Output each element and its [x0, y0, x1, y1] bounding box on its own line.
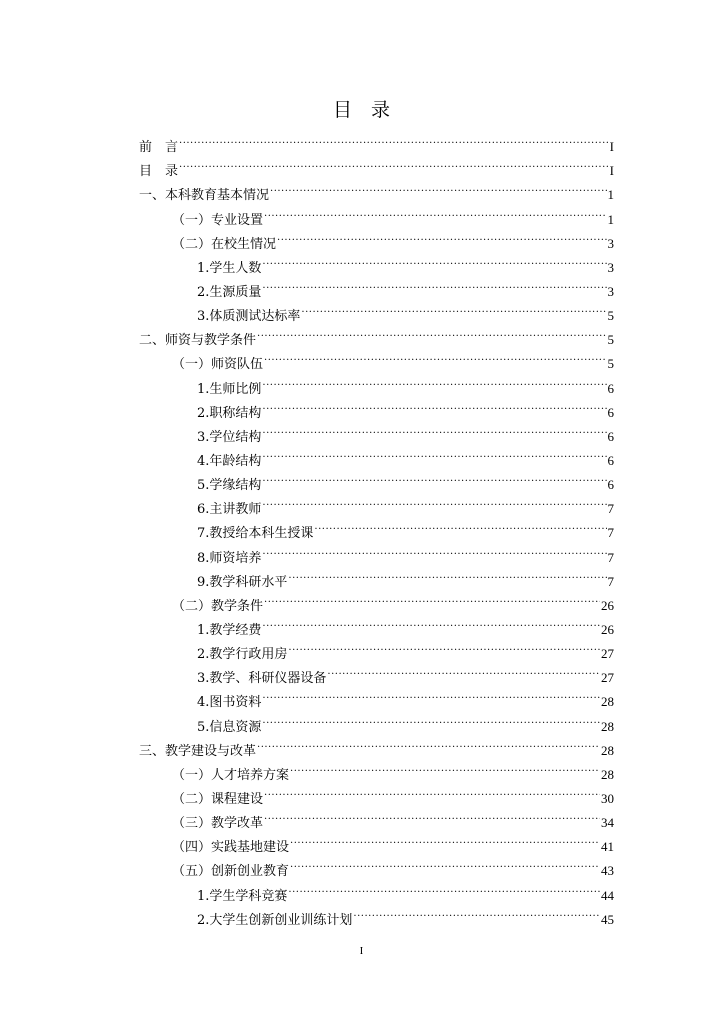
toc-entry-label: （一）专业设置	[172, 212, 264, 228]
toc-entry[interactable]	[139, 151, 614, 180]
toc-dot-leader	[288, 634, 600, 658]
toc-entry-page-number: 7	[607, 573, 614, 589]
toc-dot-leader	[290, 851, 600, 875]
page-title: 目 录	[332, 99, 390, 121]
toc-entry-label: 1.学生学科竞赛	[197, 888, 288, 904]
toc-entry-label: 1.教学经费	[197, 622, 262, 638]
toc-entry-label: 1.生师比例	[197, 381, 262, 397]
toc-entry-page-number: 7	[607, 549, 614, 565]
toc-entry-page-number: 44	[601, 887, 614, 903]
toc-entry-label: 二、师资与教学条件	[139, 333, 257, 349]
toc-dot-leader	[290, 827, 600, 851]
toc-dot-leader	[257, 320, 606, 344]
toc-dot-leader	[262, 682, 600, 706]
toc-entry-page-number: I	[609, 139, 614, 155]
toc-dot-leader	[277, 224, 606, 248]
toc-entry-label: （二）课程建设	[172, 791, 264, 807]
table-of-contents	[139, 127, 614, 928]
toc-entry-label: 5.信息资源	[197, 719, 262, 735]
toc-dot-leader	[262, 610, 600, 634]
toc-entry-page-number: 7	[607, 525, 614, 541]
toc-entry-label: 5.学缘结构	[197, 478, 262, 494]
toc-entry-page-number: 28	[601, 694, 614, 710]
toc-dot-leader	[290, 755, 600, 779]
toc-dot-leader	[262, 248, 606, 272]
toc-entry-label: 前 言	[139, 140, 179, 156]
toc-entry-page-number: 1	[607, 187, 614, 203]
toc-entry-page-number: 6	[607, 404, 614, 420]
toc-dot-leader	[262, 368, 606, 392]
toc-dot-leader	[264, 199, 606, 223]
toc-dot-leader	[264, 803, 600, 827]
toc-dot-leader	[301, 296, 606, 320]
page-number: I	[359, 945, 364, 957]
toc-entry-label: 6.主讲教师	[197, 502, 262, 518]
toc-entry-label: 7.教授给本科生授课	[197, 526, 314, 542]
toc-entry-page-number: 6	[607, 380, 614, 396]
toc-entry[interactable]	[139, 175, 614, 204]
toc-entry-page-number: 28	[601, 742, 614, 758]
toc-entry-label: 3.教学、科研仪器设备	[197, 671, 327, 687]
toc-entry-page-number: 28	[601, 718, 614, 734]
toc-entry-label: 3.体质测试达标率	[197, 309, 301, 325]
toc-entry-label: 2.教学行政用房	[197, 647, 288, 663]
toc-dot-leader	[257, 731, 600, 755]
toc-entry[interactable]	[139, 127, 614, 156]
toc-entry-page-number: 26	[601, 621, 614, 637]
toc-entry-page-number: 7	[607, 501, 614, 517]
toc-entry-label: 3.学位结构	[197, 429, 262, 445]
toc-entry-page-number: 5	[607, 308, 614, 324]
toc-entry-label: 2.职称结构	[197, 405, 262, 421]
toc-entry-page-number: 45	[601, 911, 614, 927]
toc-dot-leader	[262, 441, 606, 465]
toc-dot-leader	[262, 393, 606, 417]
toc-dot-leader	[264, 344, 606, 368]
toc-dot-leader	[262, 706, 600, 730]
toc-entry-page-number: 3	[607, 283, 614, 299]
toc-entry-label: 4.年龄结构	[197, 453, 262, 469]
toc-entry-label: 2.大学生创新创业训练计划	[197, 912, 353, 928]
toc-entry-page-number: 34	[601, 815, 614, 831]
toc-entry-label: 2.生源质量	[197, 284, 262, 300]
toc-dot-leader	[262, 272, 606, 296]
toc-entry-page-number: 6	[607, 477, 614, 493]
toc-entry-label: （一）人才培养方案	[172, 767, 290, 783]
toc-dot-leader	[264, 586, 600, 610]
toc-dot-leader	[262, 465, 606, 489]
toc-entry-label: （四）实践基地建设	[172, 840, 290, 856]
toc-entry-label: （二）在校生情况	[172, 236, 277, 252]
toc-dot-leader	[179, 151, 609, 175]
toc-entry-label: （三）教学改革	[172, 816, 264, 832]
toc-dot-leader	[179, 127, 609, 151]
toc-dot-leader	[327, 658, 600, 682]
toc-entry-label: 1.学生人数	[197, 260, 262, 276]
toc-dot-leader	[314, 513, 606, 537]
toc-entry-label: 8.师资培养	[197, 550, 262, 566]
toc-dot-leader	[262, 537, 606, 561]
toc-entry-label: 目 录	[139, 164, 179, 180]
toc-entry-page-number: 43	[601, 863, 614, 879]
toc-dot-leader	[270, 175, 606, 199]
toc-entry-label: 9.教学科研水平	[197, 574, 288, 590]
toc-entry-page-number: 28	[601, 766, 614, 782]
toc-dot-leader	[262, 417, 606, 441]
toc-dot-leader	[353, 900, 600, 924]
toc-entry-page-number: 6	[607, 452, 614, 468]
toc-entry-page-number: 5	[607, 332, 614, 348]
toc-entry-page-number: 27	[601, 646, 614, 662]
toc-entry-page-number: 6	[607, 428, 614, 444]
toc-entry-label: （二）教学条件	[172, 598, 264, 614]
toc-entry-page-number: 27	[601, 670, 614, 686]
toc-dot-leader	[264, 779, 600, 803]
toc-dot-leader	[288, 875, 600, 899]
toc-dot-leader	[288, 562, 606, 586]
toc-entry-label: 三、教学建设与改革	[139, 743, 257, 759]
toc-entry-label: （一）师资队伍	[172, 357, 264, 373]
toc-dot-leader	[262, 489, 606, 513]
toc-entry-label: 4.图书资料	[197, 695, 262, 711]
toc-entry-page-number: I	[609, 163, 614, 179]
toc-entry-page-number: 1	[607, 211, 614, 227]
toc-entry-label: （五）创新创业教育	[172, 864, 290, 880]
toc-entry-label: 一、本科教育基本情况	[139, 188, 270, 204]
toc-entry-page-number: 3	[607, 259, 614, 275]
toc-entry-page-number: 26	[601, 597, 614, 613]
toc-entry-page-number: 41	[601, 839, 614, 855]
toc-entry-page-number: 5	[607, 356, 614, 372]
toc-entry-page-number: 3	[607, 235, 614, 251]
toc-entry-page-number: 30	[601, 790, 614, 806]
